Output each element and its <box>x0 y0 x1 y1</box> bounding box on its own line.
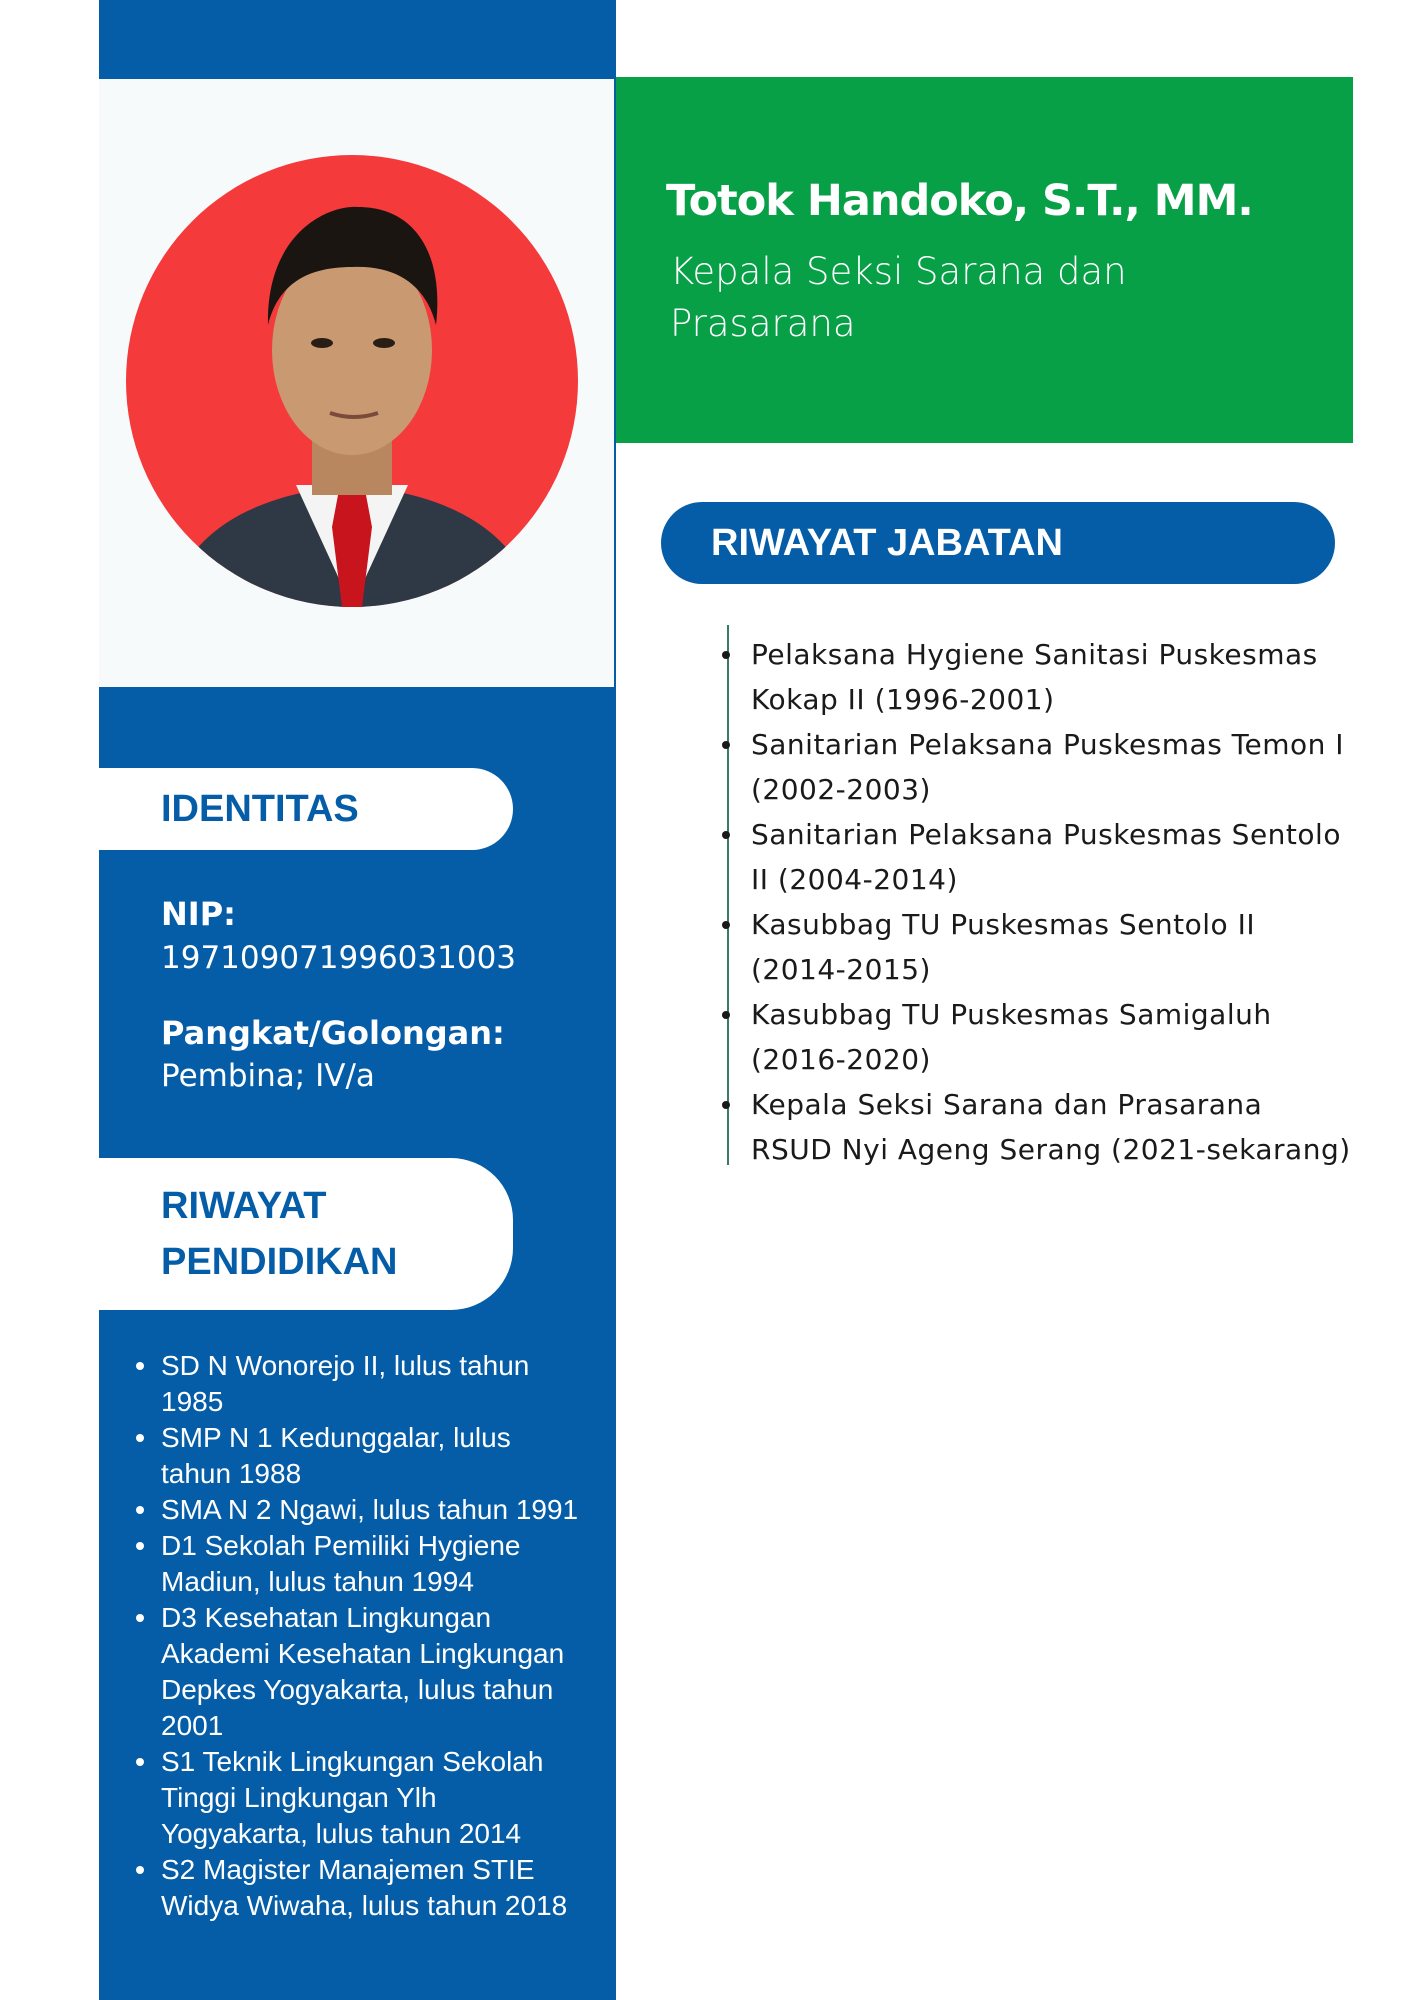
section-title-line1: RIWAYAT <box>161 1185 327 1227</box>
list-item: SD N Wonorejo II, lulus tahun 1985 <box>161 1348 581 1420</box>
list-item: SMA N 2 Ngawi, lulus tahun 1991 <box>161 1492 581 1528</box>
pendidikan-list <box>161 1348 581 1924</box>
list-item: D1 Sekolah Pemiliki Hygiene Madiun, lulus tahun 1994 <box>161 1528 581 1600</box>
section-header-identitas <box>99 768 513 850</box>
nip-value: 197109071996031003 <box>161 940 517 976</box>
section-title-jabatan: RIWAYAT JABATAN <box>711 522 1063 564</box>
list-item: S2 Magister Manajemen STIE Widya Wiwaha, lulus tahun 2018 <box>161 1852 581 1924</box>
person-role: Kepala Seksi Sarana dan Prasarana <box>670 250 1127 345</box>
section-header-jabatan <box>661 502 1335 584</box>
list-item: S1 Teknik Lingkungan Sekolah Tinggi Lingkungan Ylh Yogyakarta, lulus tahun 2014 <box>161 1744 581 1852</box>
section-title-pendidikan <box>161 1178 397 1290</box>
list-item: D3 Kesehatan Lingkungan Akademi Kesehatan Lingkungan Depkes Yogyakarta, lulus tahun 2001 <box>161 1600 581 1744</box>
list-item: Kepala Seksi Sarana dan Prasarana RSUD Nyi Ageng Serang (2021-sekarang) <box>751 1082 1351 1172</box>
timeline-line <box>727 625 729 1165</box>
section-title-identitas: IDENTITAS <box>161 788 359 830</box>
pangkat-value: Pembina; IV/a <box>161 1058 375 1094</box>
list-item: Sanitarian Pelaksana Puskesmas Sentolo II (2004-2014) <box>751 812 1351 902</box>
person-name: Totok Handoko, S.T., MM. <box>666 176 1253 226</box>
list-item: Kasubbag TU Puskesmas Samigaluh (2016-2020) <box>751 992 1351 1082</box>
pangkat-label: Pangkat/Golongan: <box>161 1014 505 1052</box>
section-title-line2: PENDIDIKAN <box>161 1241 398 1283</box>
list-item: Pelaksana Hygiene Sanitasi Puskesmas Kokap II (1996-2001) <box>751 632 1351 722</box>
profile-photo <box>126 155 578 607</box>
list-item: Sanitarian Pelaksana Puskesmas Temon I (2002-2003) <box>751 722 1351 812</box>
list-item: SMP N 1 Kedunggalar, lulus tahun 1988 <box>161 1420 581 1492</box>
section-header-pendidikan <box>99 1158 513 1310</box>
nip-label: NIP: <box>161 895 236 933</box>
jabatan-list <box>751 632 1351 1172</box>
list-item: Kasubbag TU Puskesmas Sentolo II (2014-2015) <box>751 902 1351 992</box>
